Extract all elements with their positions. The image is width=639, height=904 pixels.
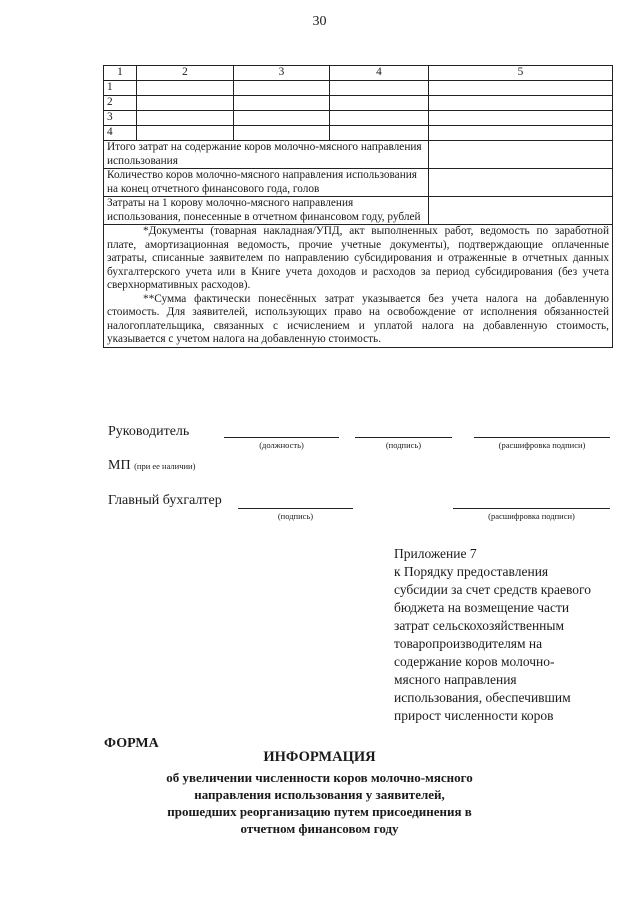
table-row [104, 111, 613, 126]
row-number: 2 [104, 96, 137, 111]
summary-row-per-cow [104, 197, 613, 225]
summary-row-total [104, 141, 613, 169]
stamp-label [108, 458, 195, 474]
table-row [104, 96, 613, 111]
summary-label: Количество коров молочно-мясного направления использования на конец отчетного финансового года, голов [104, 169, 429, 197]
col-3-header: 3 [234, 66, 330, 81]
appendix-line: бюджета на возмещение части [394, 600, 570, 615]
position-line [224, 437, 339, 438]
summary-row-count [104, 169, 613, 197]
note-documents: *Документы (товарная накладная/УПД, акт выполненных работ, ведомость по заработной плате, амортизационная ведомость, прочие учетные документы), подтверждающие оплаченные затраты, списанные заявителем по направлению субсидирования и отраженные в отчетных данных бухгалтерского учета или в Книге учета доходов и расходов за период субсидирования (без учета сверхнормативных расходов). [107, 225, 609, 291]
chief-signature-caption: (подпись) [277, 511, 314, 521]
subtitle-line: об увеличении численности коров молочно-мясного [166, 770, 473, 785]
chief-decode-caption: (расшифровка подписи) [488, 511, 575, 521]
position-caption: (должность) [259, 440, 304, 450]
appendix-block [394, 545, 624, 725]
subtitle-line: направления использования у заявителей, [194, 787, 445, 802]
chief-accountant-label: Главный бухгалтер [108, 493, 222, 508]
appendix-line: содержание коров молочно- [394, 654, 555, 669]
chief-decode-line [453, 508, 610, 509]
table-row [104, 126, 613, 141]
appendix-line: субсидии за счет средств краевого [394, 582, 591, 597]
page-number: 30 [312, 14, 327, 29]
head-label: Руководитель [108, 424, 190, 439]
summary-label: Затраты на 1 корову молочно-мясного направления использования, понесенные в отчетном финансовом году, рублей [104, 197, 429, 225]
cost-table [103, 65, 613, 348]
subtitle-line: отчетном финансовом году [240, 821, 399, 836]
subtitle-line: прошедших реорганизацию путем присоединения в [167, 804, 472, 819]
note-vat: **Сумма фактически понесённых затрат указывается без учета налога на добавленную стоимость. Для заявителей, использующих право на освобождение от исполнения обязанностей налогоплательщика, связанных с исчислением и уплатой налога на добавленную стоимость, указывается с учетом налога на добавленную стоимость. [107, 292, 609, 345]
signature-line [355, 437, 452, 438]
form-label: ФОРМА [104, 736, 159, 751]
decode-caption: (расшифровка подписи) [498, 440, 586, 450]
appendix-line: товаропроизводителям на [394, 636, 543, 651]
table-row [104, 81, 613, 96]
notes-row [104, 225, 613, 348]
appendix-line: затрат сельскохозяйственным [394, 618, 565, 633]
signature-caption: (подпись) [385, 440, 422, 450]
appendix-line: мясного направления [394, 672, 517, 687]
appendix-line: использования, обеспечившим [394, 690, 571, 705]
col-5-header: 5 [429, 66, 613, 81]
table-header-row [104, 66, 613, 81]
row-number: 1 [104, 81, 137, 96]
appendix-line: к Порядку предоставления [394, 564, 549, 579]
col-2-header: 2 [137, 66, 234, 81]
chief-signature-line [238, 508, 353, 509]
mp-label: МП [108, 458, 131, 473]
notes-cell [104, 225, 613, 348]
appendix-title: Приложение 7 [394, 546, 477, 561]
mp-note: (при ее наличии) [134, 461, 196, 471]
col-4-header: 4 [330, 66, 429, 81]
row-number: 3 [104, 111, 137, 126]
decode-line [474, 437, 610, 438]
appendix-line: прирост численности коров [394, 708, 554, 723]
summary-label: Итого затрат на содержание коров молочно-мясного направления использования [104, 141, 429, 169]
col-1-header: 1 [104, 66, 137, 81]
row-number: 4 [104, 126, 137, 141]
document-title: ИНФОРМАЦИЯ [263, 749, 376, 765]
document-subtitle [0, 769, 639, 837]
